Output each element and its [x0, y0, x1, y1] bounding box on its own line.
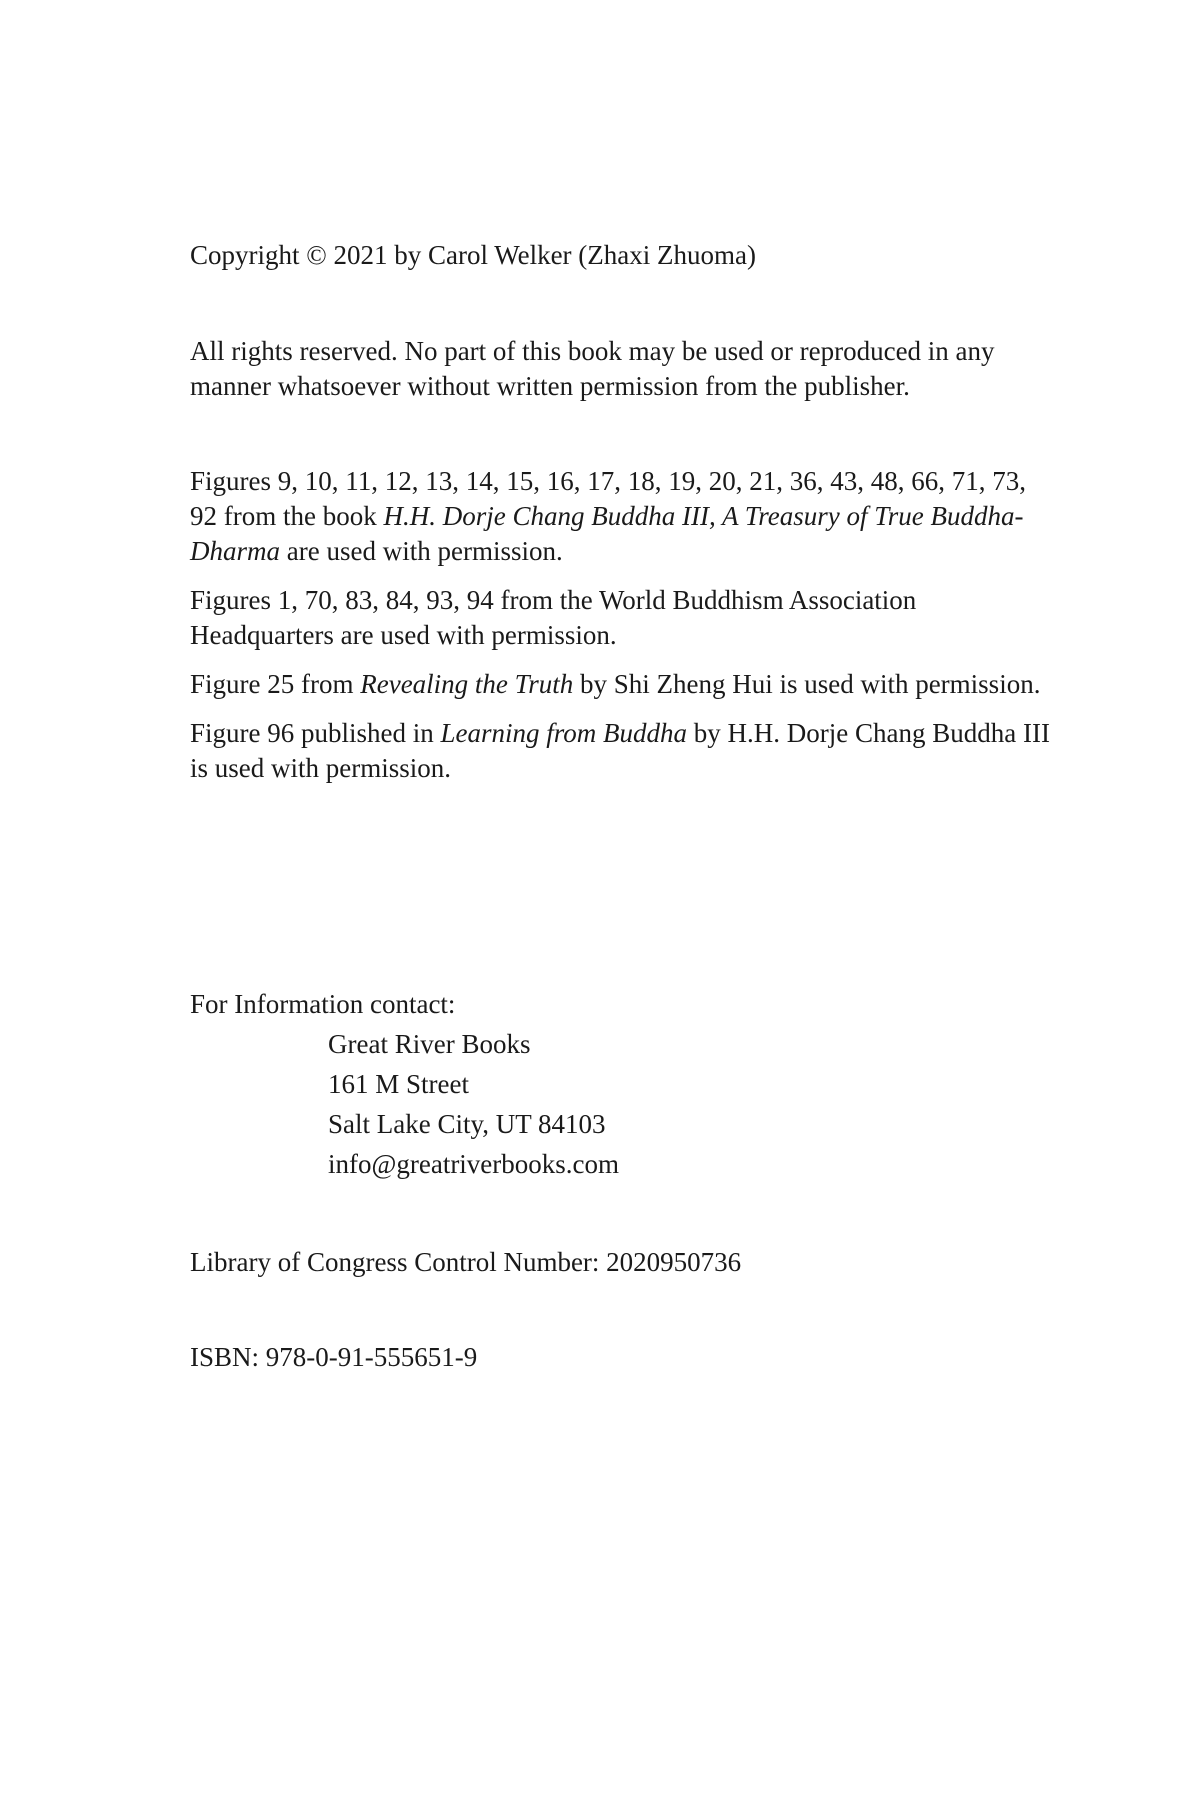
book-title: Revealing the Truth — [360, 669, 574, 699]
credit-paragraph — [190, 716, 1050, 786]
contact-heading: For Information contact: — [190, 989, 456, 1019]
contact-email: info@greatriverbooks.com — [328, 1149, 620, 1179]
credit-text: by Shi Zheng Hui is used with permission. — [573, 669, 1041, 699]
contact-street: 161 M Street — [328, 1069, 469, 1099]
credit-text: Figure 96 published in — [190, 718, 441, 748]
figure-credits — [190, 464, 1050, 800]
lccn-line: Library of Congress Control Number: 2020950736 — [190, 1247, 742, 1277]
contact-block — [190, 984, 1050, 1184]
credit-text: Figures 1, 70, 83, 84, 93, 94 from the World Buddhism Association Headquarters are used with permission. — [190, 585, 917, 650]
contact-name: Great River Books — [328, 1029, 531, 1059]
credit-text: by H.H. Dorje Chang Buddha III is used with permission. — [190, 718, 1050, 783]
book-title: Learning from Buddha — [440, 718, 688, 748]
credit-paragraph — [190, 583, 1050, 653]
credit-paragraph — [190, 667, 1050, 702]
book-title: H.H. Dorje Chang Buddha III, A Treasury of True Buddha-Dharma — [190, 501, 1024, 566]
credit-text: Figures 9, 10, 11, 12, 13, 14, 15, 16, 17, 18, 19, 20, 21, 36, 43, 48, 66, 71, 73, 92 from the book — [190, 466, 1026, 531]
isbn-line: ISBN: 978-0-91-555651-9 — [190, 1342, 478, 1372]
credit-text: Figure 25 from — [190, 669, 361, 699]
credit-paragraph — [190, 464, 1050, 569]
copyright-line: Copyright © 2021 by Carol Welker (Zhaxi Zhuoma) — [190, 240, 756, 270]
credit-text: are used with permission. — [280, 536, 563, 566]
rights-statement: All rights reserved. No part of this book may be used or reproduced in any manner whatsoever without written permission from the publisher. — [190, 336, 995, 401]
contact-city: Salt Lake City, UT 84103 — [328, 1109, 606, 1139]
